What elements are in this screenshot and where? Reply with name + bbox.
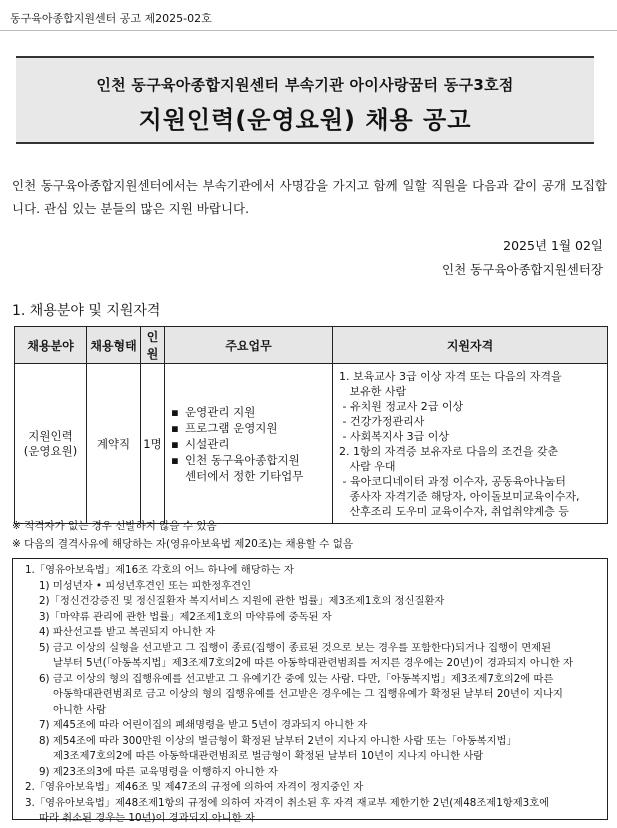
list-item: 8) 제54조에 따라 300만원 이상의 벌금형이 확정된 날부터 2년이 지나지 아니한 사람 또는「아동복지법」 [39, 734, 517, 747]
header-qualifications: 지원자격 [333, 327, 608, 364]
duty-item-text: 센터에서 정한 기타업무 [185, 468, 304, 483]
duty-item: ▪ 인천 동구육아종합지원 [185, 452, 330, 468]
list-item: 7) 제45조에 따라 어린이집의 폐쇄명령을 받고 5년이 경과되지 아니한 자 [39, 719, 368, 731]
qualification-line: - 건강가정관리사 [339, 414, 425, 428]
cell-field: 지원인력 (운영요원) [15, 364, 87, 524]
duty-item: ▪ 프로그램 운영지원 [185, 420, 330, 436]
list-item: 3)「마약류 관리에 관한 법률」제2조제1호의 마약류에 중독된 자 [39, 610, 332, 623]
qualification-line: 종사자 자격기준 해당자, 아이돌보미교육이수자, [339, 489, 580, 503]
note-line: ※ 적격자가 없는 경우 선발하지 않을 수 있음 [12, 520, 217, 532]
issuing-organization: 인천 동구육아종합지원센터장 [442, 262, 603, 277]
header-duties: 주요업무 [165, 327, 333, 364]
list-item: 2.「영유아보육법」제46조 및 제47조의 규정에 의하여 자격이 정지중인 자 [25, 781, 364, 793]
qualification-line: 2. 1항의 자격증 보유자로 다음의 조건을 갖춘 [339, 444, 559, 458]
list-item: 아니한 사람 [53, 703, 107, 716]
list-item: 날부터 5년(「아동복지법」제3조제7호의2에 따른 아동학대관련범죄를 저지른 경우에는 20년)이 경과되지 아니한 자 [53, 657, 573, 669]
list-item: 6) 금고 이상의 형의 집행유예를 선고받고 그 유예기간 중에 있는 사람. 다만,「아동복지법」제3조제7호의2에 따른 [39, 672, 554, 685]
top-divider [0, 30, 617, 31]
list-item: 1) 미성년자 • 피성년후견인 또는 피한정후견인 [39, 579, 252, 592]
qualification-line: 보유한 사람 [339, 384, 407, 398]
note-line: ※ 다음의 결격사유에 해당하는 자(영유아보육법 제20조)는 채용할 수 없음 [12, 538, 354, 550]
list-item: 아동학대관련범죄로 금고 이상의 형의 집행유예를 선고받은 경우에는 그 집행유예가 확정된 날부터 20년이 지나지 [53, 688, 563, 700]
duty-item-continued [185, 468, 330, 484]
list-item: 4) 파산선고를 받고 복권되지 아니한 자 [39, 626, 216, 638]
qualification-line: - 사회복지사 3급 이상 [339, 429, 449, 443]
qualification-line: 사람 우대 [339, 459, 396, 473]
list-item: 제3조제7호의2에 따른 아동학대관련범죄로 벌금형이 확정된 날부터 10년이 지나지 아니한 사람 [53, 750, 484, 762]
list-item: 2)「정신건강증진 및 정신질환자 복지서비스 지원에 관한 법률」제3조제1호의 정신질환자 [39, 595, 445, 607]
page-title: 지원인력(운영요원) 채용 공고 [138, 106, 472, 134]
title-banner [16, 56, 594, 144]
section-title: 1. 채용분야 및 지원자격 [12, 303, 161, 319]
cell-duties [165, 364, 333, 524]
intro-paragraph: 인천 동구육아종합지원센터에서는 부속기관에서 사명감을 가지고 함께 일할 직원을 다음과 같이 공개 모집합니다. 관심 있는 분들의 많은 지원 바랍니다. [12, 178, 607, 216]
qualification-line: 산후조리 도우미 교육이수자, 취업취약계층 등 [339, 504, 569, 518]
list-item: 따라 취소된 경우는 10년)이 경과되지 아니한 자 [39, 812, 255, 824]
list-item: 5) 금고 이상의 실형을 선고받고 그 집행이 종료(집행이 종료된 것으로 보는 경우를 포함한다)되거나 집행이 면제된 [39, 641, 552, 654]
qualification-line: - 유치원 정교사 2급 이상 [339, 399, 464, 413]
list-item: 1.「영유아보육법」제16조 각호의 어느 하나에 해당하는 자 [25, 564, 294, 576]
recruitment-table [14, 326, 608, 524]
disqualification-box [12, 558, 608, 824]
header-type: 채용형태 [87, 327, 141, 364]
cell-type: 계약직 [87, 364, 141, 524]
header-count: 인원 [141, 327, 165, 364]
header-field: 채용분야 [15, 327, 87, 364]
table-header-row [15, 327, 608, 364]
duties-list [171, 404, 330, 484]
list-item: 9) 제23조의3에 따른 교육명령을 이행하지 아니한 자 [39, 765, 278, 778]
cell-qualifications [333, 364, 608, 524]
duty-item: ▪ 운영관리 지원 [185, 404, 330, 420]
qualification-line: - 육아코디네이터 과정 이수자, 공동육아나눔터 [339, 474, 566, 488]
qualification-line: 1. 보육교사 3급 이상 자격 또는 다음의 자격을 [339, 369, 562, 383]
duty-item: ▪ 시설관리 [185, 436, 330, 452]
subtitle: 인천 동구육아종합지원센터 부속기관 아이사랑꿈터 동구3호점 [96, 76, 514, 94]
document-number: 동구육아종합지원센터 공고 제2025-02호 [10, 12, 212, 25]
table-row [15, 364, 608, 524]
cell-count: 1명 [141, 364, 165, 524]
list-item: 3.「영유아보육법」제48조제1항의 규정에 의하여 자격이 취소된 후 자격 재교부 제한기한 2년(제48조제1항제3호에 [25, 796, 550, 809]
announcement-date: 2025년 1월 02일 [503, 238, 603, 253]
